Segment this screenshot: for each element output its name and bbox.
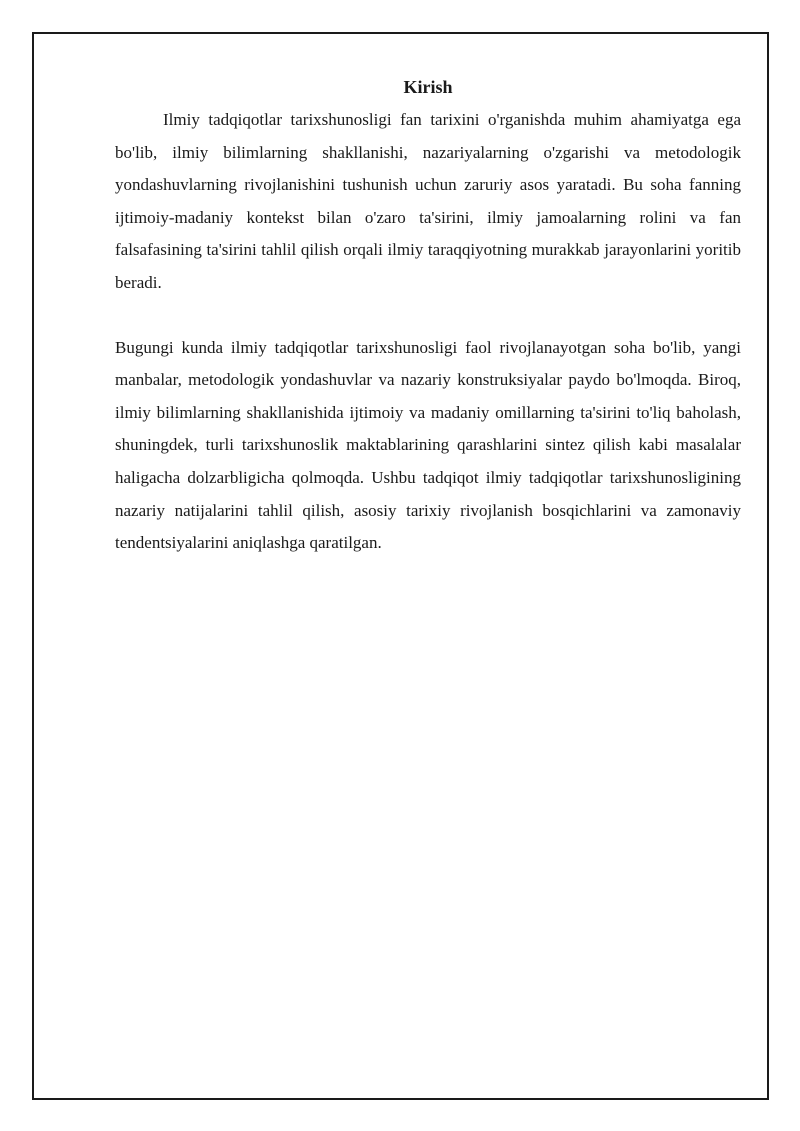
document-body <box>115 71 741 560</box>
section-title: Kirish <box>403 77 453 97</box>
paragraph-current-state: Bugungi kunda ilmiy tadqiqotlar tarixshunosligi faol rivojlanayotgan soha bo'lib, yangi manbalar, metodologik yondashuvlar va nazariy konstruksiyalar paydo bo'lmoqda. Biroq, ilmiy bilimlarning shakllanishida ijtimoiy va madaniy omillarning ta'sirini to'liq baholash, shuningdek, turli tarixshunoslik maktablarining qarashlarini sintez qilish kabi masalalar haligacha dolzarbligicha qolmoqda. Ushbu tadqiqot ilmiy tadqiqotlar tarixshunosligining nazariy natijalarini tahlil qilish, asosiy tarixiy rivojlanish bosqichlarini va zamonaviy tendentsiyalarini aniqlashga qaratilgan. <box>115 337 741 553</box>
paragraph-introduction: Ilmiy tadqiqotlar tarixshunosligi fan tarixini o'rganishda muhim ahamiyatga ega bo'lib, ilmiy bilimlarning shakllanishi, nazariyalarning o'zgarishi va metodologik yondashuvlarning rivojlanishini tushunish uchun zaruriy asos yaratadi. Bu soha fanning ijtimoiy-madaniy kontekst bilan o'zaro ta'sirini, ilmiy jamoalarning rolini va fan falsafasining ta'sirini tahlil qilish orqali ilmiy taraqqiyotning murakkab jarayonlarini yoritib beradi. <box>115 110 741 292</box>
paragraph-gap <box>115 300 741 332</box>
